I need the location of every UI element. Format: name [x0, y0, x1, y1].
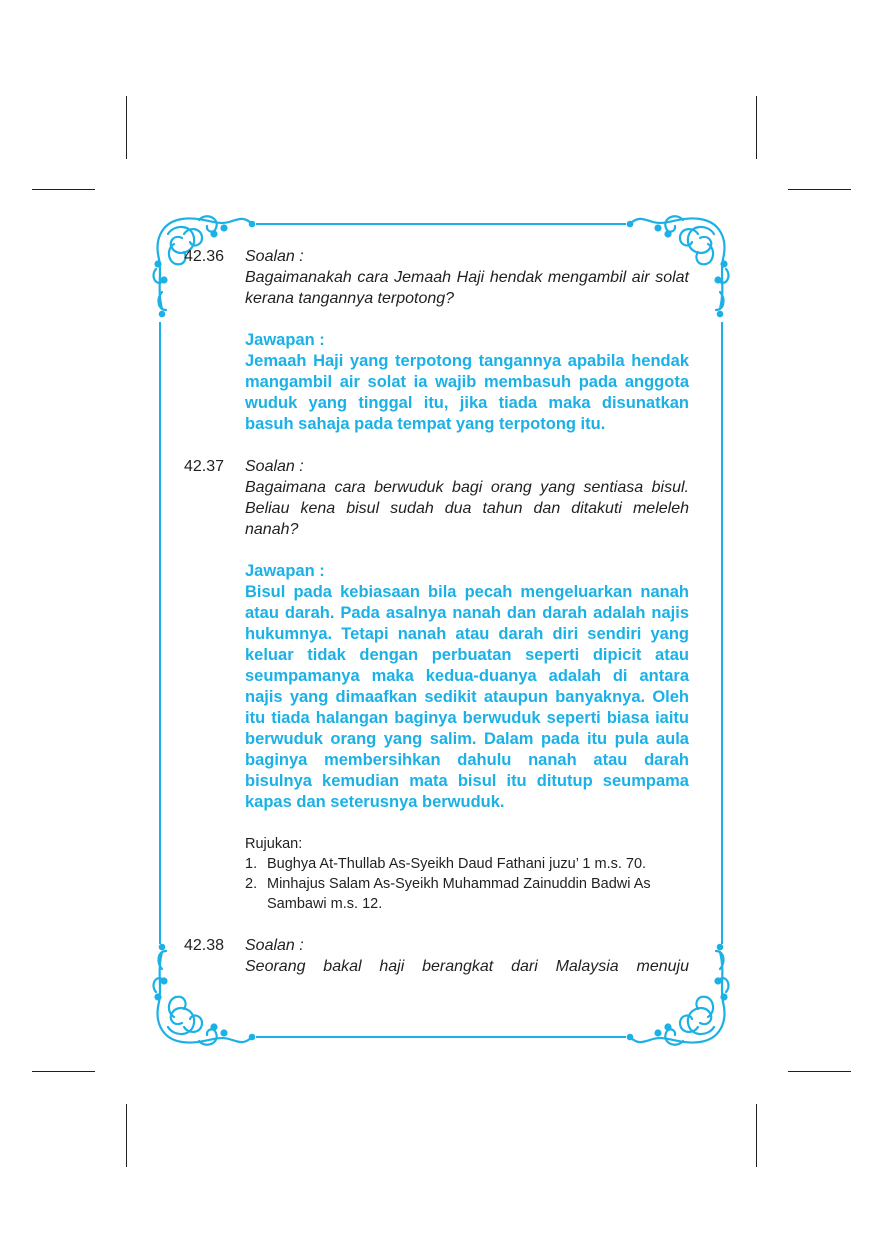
reference-item: [245, 854, 689, 874]
spacer: [184, 914, 690, 935]
entry-number: 42.37: [184, 458, 225, 475]
entry-number: 42.38: [184, 937, 225, 954]
references: [245, 834, 689, 914]
entry-body: [245, 935, 689, 977]
question-text: Bagaimana cara berwuduk bagi orang yang sentiasa bisul. Beliau kena bisul sudah dua tahun dan ditakuti meleleh nanah?: [245, 479, 689, 538]
question-text: Bagaimanakah cara Jemaah Haji hendak mengambil air solat kerana tangannya terpotong?: [245, 269, 689, 307]
reference-text: Bughya At-Thullab As-Syeikh Daud Fathani juzu’ 1 m.s. 70.: [267, 856, 647, 872]
answer-text: Bisul pada kebiasaan bila pecah mengeluarkan nanah atau darah. Pada asalnya nanah dan darah adalah najis hukumnya. Tetapi nanah atau darah diri sendiri yang keluar tidak dengan perbuatan seperti dipicit atau seumpamanya maka kedua-duanya adalah di antara najis yang dimaafkan sedikit ataupun banyaknya. Oleh itu tiada halangan baginya berwuduk seperti biasa iaitu berwuduk orang yang salim. Dalam pada itu pula aula baginya membersihkan dahulu nanah atau darah bisulnya kemudian mata bisul itu ditutup seumpama kapas dan seterusnya berwuduk.: [245, 583, 689, 811]
reference-number: 2.: [245, 876, 258, 892]
spacer: [184, 435, 690, 456]
qa-content: [184, 246, 690, 977]
qa-entry: [184, 456, 690, 914]
answer-text: Jemaah Haji yang terpotong tangannya apabila hendak mangambil air solat ia wajib membasuh pada anggota wuduk yang tinggal itu, jika tiada maka disunatkan basuh sahaja pada tempat yang terpotong itu.: [245, 352, 689, 433]
references-list: [245, 854, 689, 914]
entry-body: [245, 456, 689, 914]
qa-entry: [184, 935, 690, 977]
reference-item: [245, 874, 689, 914]
entry-number: 42.36: [184, 248, 225, 265]
answer-label: Jawapan :: [245, 562, 325, 580]
references-label: Rujukan:: [245, 836, 303, 852]
question-label: Soalan :: [245, 248, 304, 265]
answer-label: Jawapan :: [245, 331, 325, 349]
qa-entry: [184, 246, 690, 435]
entry-body: [245, 246, 689, 435]
reference-number: 1.: [245, 856, 258, 872]
question-label: Soalan :: [245, 937, 304, 954]
question-label: Soalan :: [245, 458, 304, 475]
question-text: Seorang bakal haji berangkat dari Malaysia menuju: [245, 958, 689, 975]
reference-text: Minhajus Salam As-Syeikh Muhammad Zainuddin Badwi As Sambawi m.s. 12.: [267, 876, 651, 912]
